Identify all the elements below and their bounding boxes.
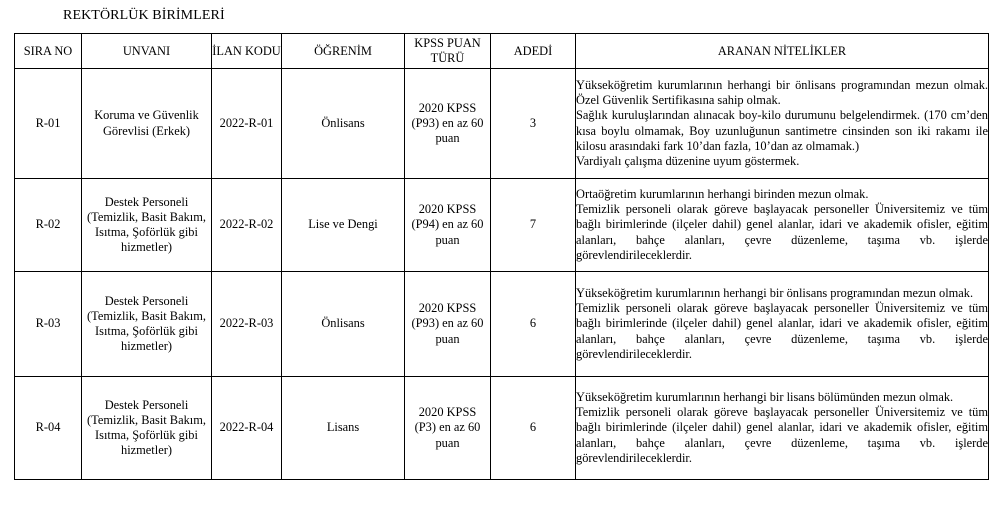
cell-aranan-nitelikler: [576, 377, 989, 480]
cell-adedi: 7: [491, 179, 576, 272]
cell-unvani: Destek Personeli (Temizlik, Basit Bakım, Isıtma, Şoförlük gibi hizmetler): [82, 377, 212, 480]
table-header-row: [15, 34, 989, 69]
cell-kpss-puan: 2020 KPSS (P93) en az 60 puan: [405, 272, 491, 377]
cell-sira-no: R-02: [15, 179, 82, 272]
cell-ilan-kodu: 2022-R-01: [212, 69, 282, 179]
header-unvani: UNVANI: [82, 34, 212, 69]
cell-ogrenim: Lisans: [282, 377, 405, 480]
cell-ilan-kodu: 2022-R-02: [212, 179, 282, 272]
cell-aranan-nitelikler: [576, 272, 989, 377]
cell-ogrenim: Önlisans: [282, 69, 405, 179]
cell-adedi: 3: [491, 69, 576, 179]
cell-kpss-puan: 2020 KPSS (P3) en az 60 puan: [405, 377, 491, 480]
qualification-paragraph: Sağlık kuruluşlarından alınacak boy-kilo durumunu belgelendirmek. (170 cm’den kısa boylu olmamak, Boy uzunluğunun santimetre cinsinden son iki rakamı ile kilosu arasındaki fark 10’dan fazla, 10’dan az olmamak.): [576, 108, 988, 153]
header-kpss-puan-turu: KPSS PUAN TÜRÜ: [405, 34, 491, 69]
qualification-paragraph: Yükseköğretim kurumlarının herhangi bir önlisans programından mezun olmak.: [576, 285, 974, 300]
header-adedi: ADEDİ: [491, 34, 576, 69]
qualification-paragraph: Yükseköğretim kurumlarının herhangi bir lisans bölümünden mezun olmak.: [576, 389, 954, 404]
table-row: [15, 272, 989, 377]
header-ilan-kodu: İLAN KODU: [212, 34, 282, 69]
qualification-paragraph: Temizlik personeli olarak göreve başlayacak personeller Üniversitemiz ve tüm bağlı birimlerinde (ilçeler dahil) genel alanlar, idari ve akademik ofisler, eğitim alanları, bahçe alanları, çevre düzenleme, taşıma vb. işlerde görevlendirileceklerdir.: [576, 202, 988, 262]
cell-ilan-kodu: 2022-R-03: [212, 272, 282, 377]
section-title: REKTÖRLÜK BİRİMLERİ: [63, 8, 225, 23]
table-row: [15, 69, 989, 179]
qualification-paragraph: Temizlik personeli olarak göreve başlayacak personeller Üniversitemiz ve tüm bağlı birimlerinde (ilçeler dahil) genel alanlar, idari ve akademik ofisler, eğitim alanları, bahçe alanları, çevre düzenleme, taşıma vb. işlerde görevlendirileceklerdir.: [576, 405, 988, 465]
cell-sira-no: R-01: [15, 69, 82, 179]
cell-kpss-puan: 2020 KPSS (P93) en az 60 puan: [405, 69, 491, 179]
cell-adedi: 6: [491, 272, 576, 377]
cell-ogrenim: Önlisans: [282, 272, 405, 377]
qualification-paragraph: Temizlik personeli olarak göreve başlayacak personeller Üniversitemiz ve tüm bağlı birimlerinde (ilçeler dahil) genel alanlar, idari ve akademik ofisler, eğitim alanları, bahçe alanları, çevre düzenleme, taşıma vb. işlerde görevlendirileceklerdir.: [576, 301, 988, 361]
cell-kpss-puan: 2020 KPSS (P94) en az 60 puan: [405, 179, 491, 272]
qualification-paragraph: Ortaöğretim kurumlarının herhangi birinden mezun olmak.: [576, 186, 869, 201]
cell-ilan-kodu: 2022-R-04: [212, 377, 282, 480]
cell-aranan-nitelikler: [576, 69, 989, 179]
header-ogrenim: ÖĞRENİM: [282, 34, 405, 69]
table-row: [15, 377, 989, 480]
header-sira-no: SIRA NO: [15, 34, 82, 69]
qualification-paragraph: Vardiyalı çalışma düzenine uyum göstermek.: [576, 153, 800, 168]
table-row: [15, 179, 989, 272]
header-aranan-nitelikler: ARANAN NİTELİKLER: [576, 34, 989, 69]
cell-aranan-nitelikler: [576, 179, 989, 272]
cell-adedi: 6: [491, 377, 576, 480]
cell-unvani: Destek Personeli (Temizlik, Basit Bakım, Isıtma, Şoförlük gibi hizmetler): [82, 179, 212, 272]
cell-ogrenim: Lise ve Dengi: [282, 179, 405, 272]
cell-unvani: Koruma ve Güvenlik Görevlisi (Erkek): [82, 69, 212, 179]
cell-unvani: Destek Personeli (Temizlik, Basit Bakım, Isıtma, Şoförlük gibi hizmetler): [82, 272, 212, 377]
positions-table: [14, 33, 989, 480]
qualification-paragraph: Yükseköğretim kurumlarının herhangi bir önlisans programından mezun olmak. Özel Güvenlik Sertifikasına sahip olmak.: [576, 77, 988, 108]
cell-sira-no: R-03: [15, 272, 82, 377]
cell-sira-no: R-04: [15, 377, 82, 480]
